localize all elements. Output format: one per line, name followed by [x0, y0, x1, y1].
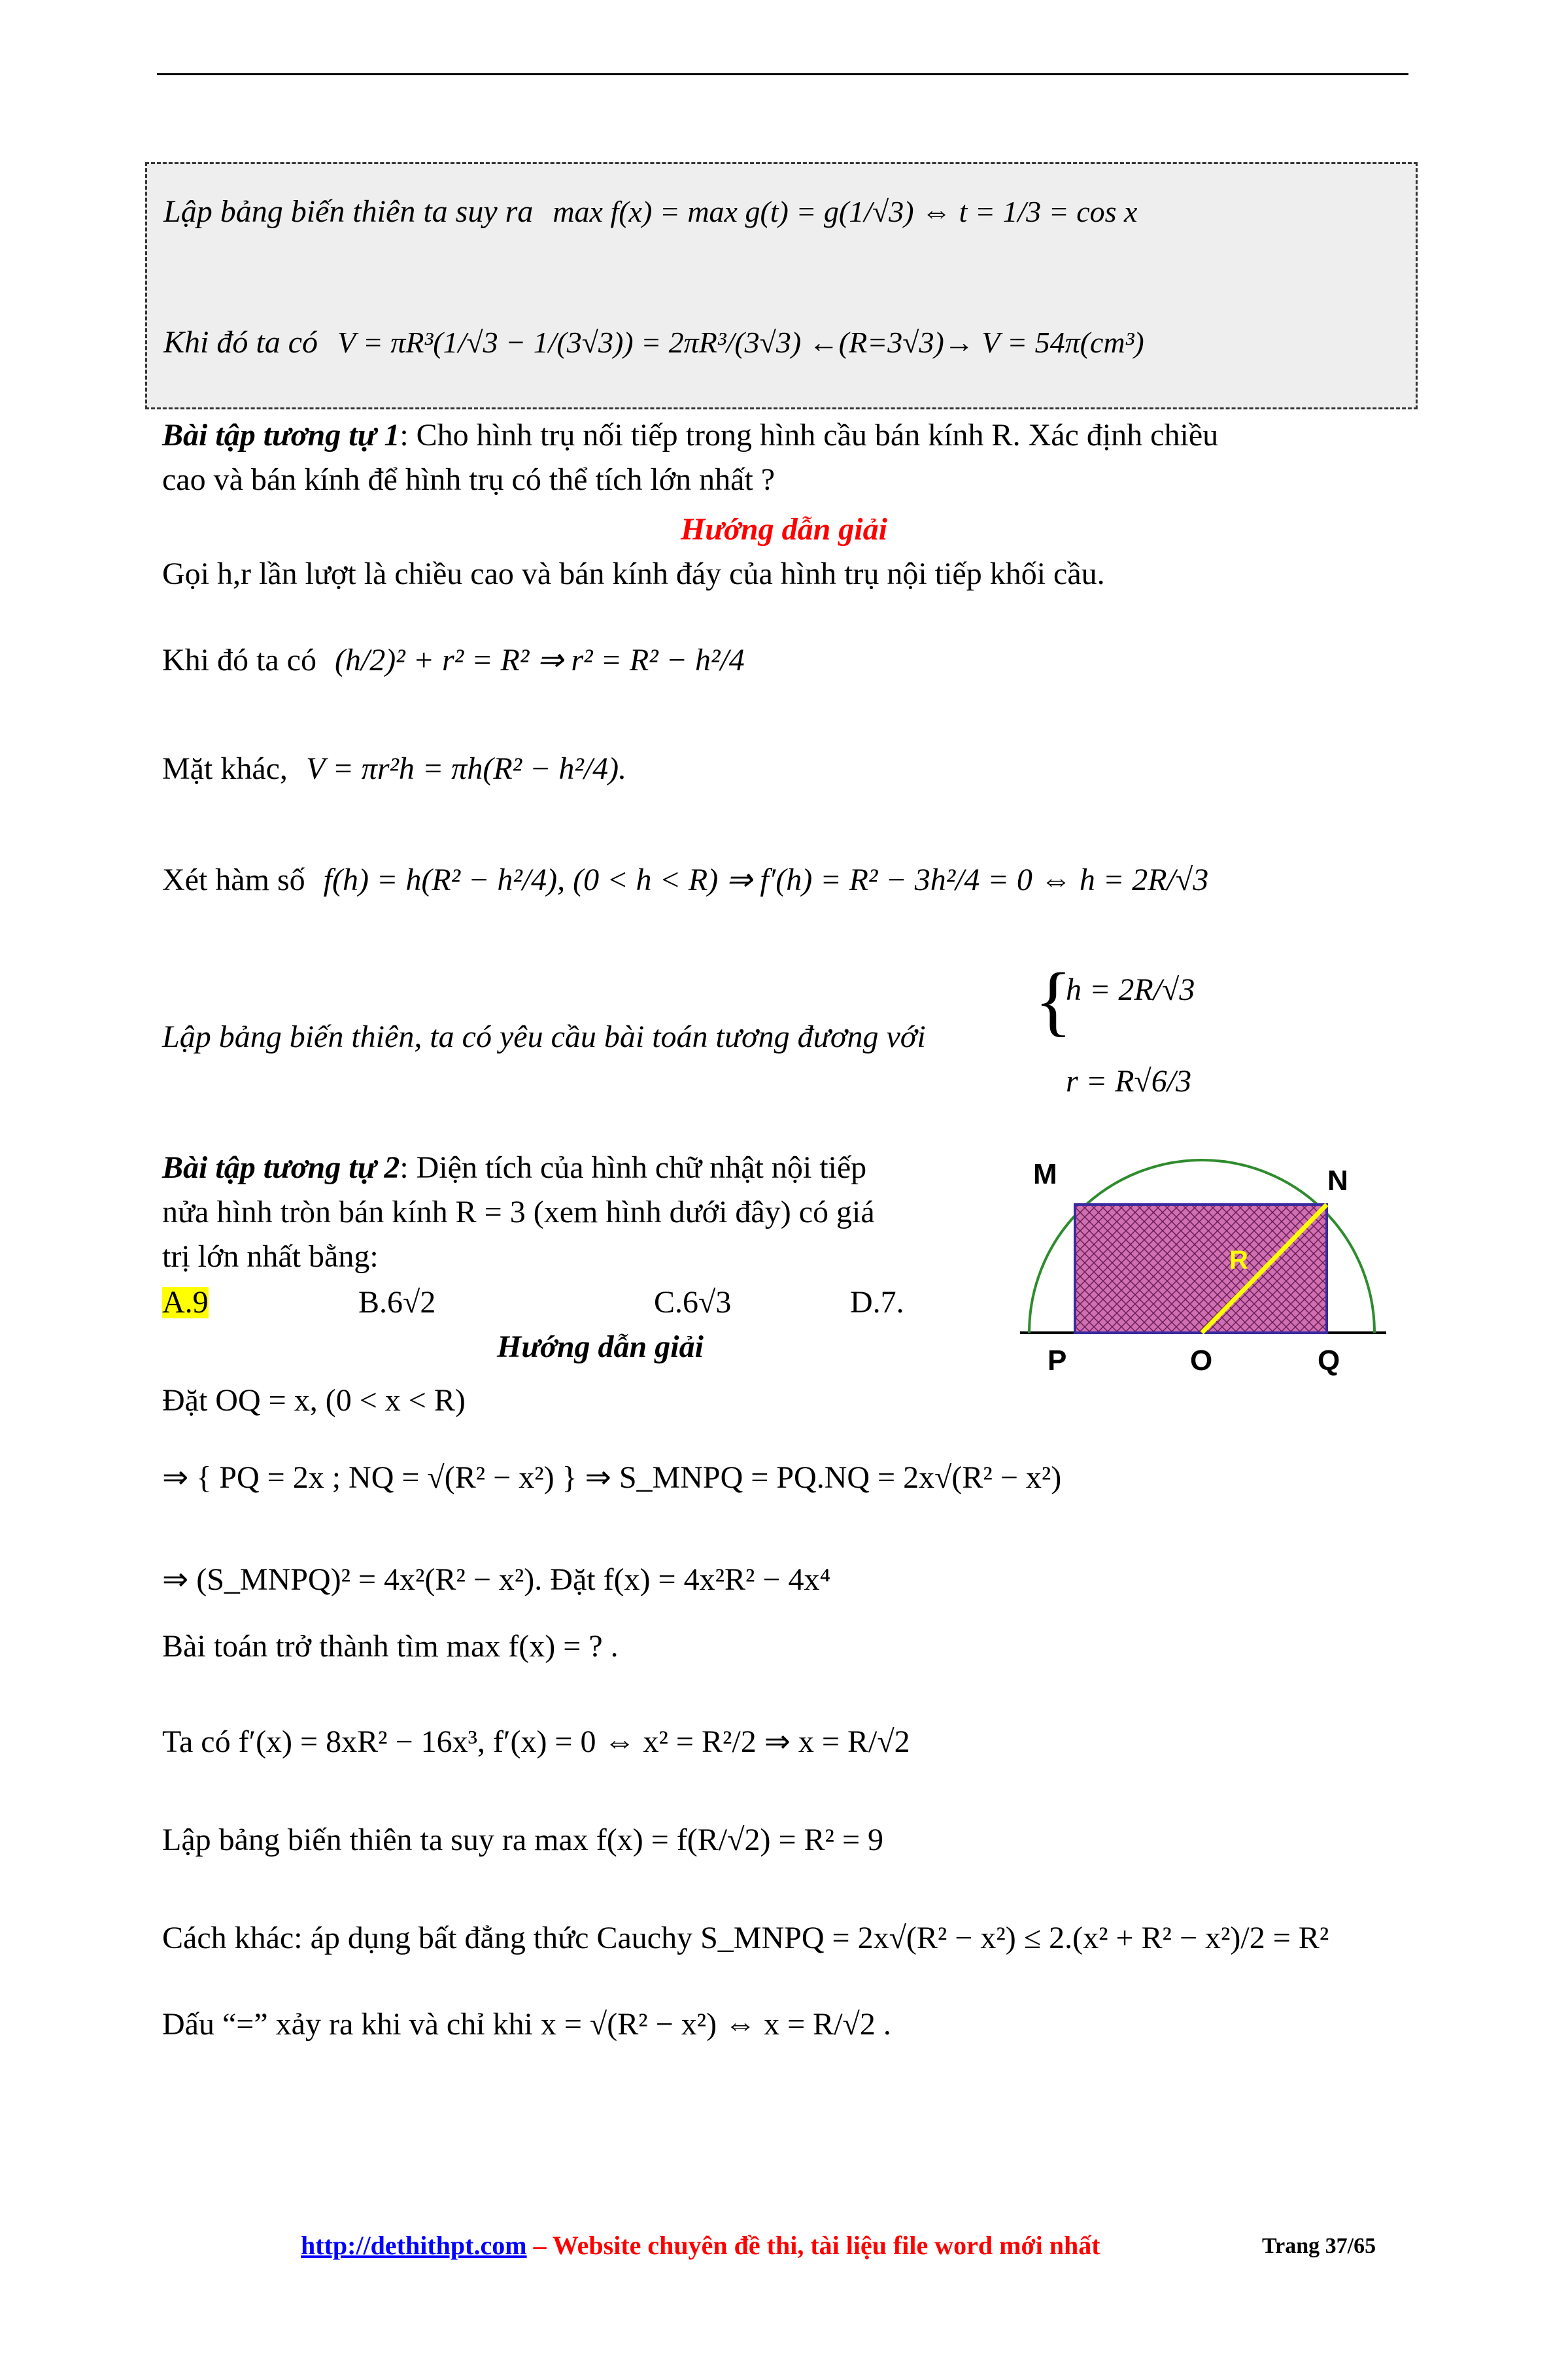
ex2-step-1: Đặt OQ = x, (0 < x < R) [162, 1383, 466, 1418]
ex1-guide-heading: Hướng dẫn giải [681, 512, 887, 547]
ex1-line-4-math: f(h) = h(R² − h²/4), (0 < h < R) ⇒ f′(h) = R² − 3h²/4 = 0 ⇔ h = 2R/√3 [323, 863, 1209, 897]
ex2-step-2: ⇒ { PQ = 2x ; NQ = √(R² − x²) } ⇒ S_MNPQ = PQ.NQ = 2x√(R² − x²) [162, 1460, 1062, 1495]
ex2-option-c: C.6√3 [654, 1285, 732, 1320]
box-line-2-text: Khi đó ta có [163, 325, 318, 360]
ex2-option-b: B.6√2 [358, 1285, 436, 1320]
header-rule [157, 73, 1408, 75]
ex1-line-4-text: Xét hàm số [162, 863, 305, 897]
ex1-system-r: r = R√6/3 [1066, 1064, 1192, 1099]
system-brace: { [1034, 957, 1072, 1044]
ex1-line-2 [162, 645, 745, 676]
semicircle-rectangle-figure [1007, 1157, 1399, 1380]
ex2-statement-line3: trị lớn nhất bằng: [162, 1239, 379, 1274]
label-o: O [1190, 1345, 1213, 1377]
ex2-option-d: D.7. [850, 1285, 904, 1320]
label-r: R [1229, 1246, 1248, 1275]
ex1-line-5-text: Lập bảng biến thiên, ta có yêu cầu bài toán tương đương với [162, 1019, 926, 1054]
ex2-statement-line1 [162, 1152, 866, 1184]
box-line-2-math: V = πR³(1/√3 − 1/(3√3)) = 2πR³/(3√3) ←(R=3√3)→ V = 54π(cm³) [337, 326, 1144, 359]
ex2-label: Bài tập tương tự 2 [162, 1150, 400, 1185]
ex2-step-6: Lập bảng biến thiên ta suy ra max f(x) = f(R/√2) = R² = 9 [162, 1823, 884, 1857]
label-m: M [1033, 1158, 1057, 1190]
ex2-step-7: Cách khác: áp dụng bất đẳng thức Cauchy S_MNPQ = 2x√(R² − x²) ≤ 2.(x² + R² − x²)/2 = R² [162, 1921, 1329, 1955]
ex1-line-3-text: Mặt khác, [162, 751, 288, 786]
ex1-system-h: h = 2R/√3 [1066, 972, 1195, 1007]
footer-link[interactable]: http://dethithpt.com [301, 2231, 527, 2260]
ex1-statement-line1 [162, 420, 1218, 451]
ex2-guide-heading: Hướng dẫn giải [497, 1329, 704, 1364]
label-q: Q [1318, 1345, 1340, 1377]
ex2-step-5: Ta có f′(x) = 8xR² − 16x³, f′(x) = 0 ⇔ x² = R²/2 ⇒ x = R/√2 [162, 1724, 910, 1759]
box-line-2 [163, 327, 1144, 358]
ex2-step-8: Dấu “=” xảy ra khi và chỉ khi x = √(R² − x²) ⇔ x = R/√2 . [162, 2007, 891, 2042]
box-line-1-text: Lập bảng biến thiên ta suy ra [163, 194, 534, 229]
ex1-text-a: : Cho hình trụ nối tiếp trong hình cầu bán kính R. Xác định chiều [400, 418, 1219, 453]
ex1-line-3-math: V = πr²h = πh(R² − h²/4). [305, 751, 627, 786]
box-line-1 [163, 196, 1137, 228]
rectangle-mnpq [1075, 1205, 1327, 1333]
ex2-text-a: : Diện tích của hình chữ nhật nội tiếp [400, 1150, 867, 1185]
ex2-statement-line2: nửa hình tròn bán kính R = 3 (xem hình dưới đây) có giá [162, 1195, 875, 1229]
ex1-label: Bài tập tương tự 1 [162, 418, 400, 453]
label-p: P [1048, 1345, 1067, 1377]
ex2-option-a: A.9 [162, 1285, 209, 1320]
footer [301, 2230, 1100, 2261]
ex2-step-3: ⇒ (S_MNPQ)² = 4x²(R² − x²). Đặt f(x) = 4x²R² − 4x⁴ [162, 1562, 831, 1597]
box-line-1-math: max f(x) = max g(t) = g(1/√3) ⇔ t = 1/3 = cos x [553, 195, 1138, 228]
footer-text: – Website chuyên đề thi, tài liệu file word mới nhất [526, 2231, 1100, 2260]
ex1-line-2-math: (h/2)² + r² = R² ⇒ r² = R² − h²/4 [334, 643, 745, 677]
ex1-line-4 [162, 865, 1208, 896]
ex1-statement-line2: cao và bán kính để hình trụ có thể tích lớn nhất ? [162, 462, 775, 497]
ex2-step-4: Bài toán trở thành tìm max f(x) = ? . [162, 1629, 619, 1664]
ex1-line-3 [162, 753, 626, 785]
page-number: Trang 37/65 [1262, 2234, 1376, 2258]
ex1-line-1: Gọi h,r lần lượt là chiều cao và bán kính đáy của hình trụ nội tiếp khối cầu. [162, 557, 1105, 591]
ex1-line-2-text: Khi đó ta có [162, 643, 316, 677]
label-n: N [1327, 1165, 1348, 1197]
